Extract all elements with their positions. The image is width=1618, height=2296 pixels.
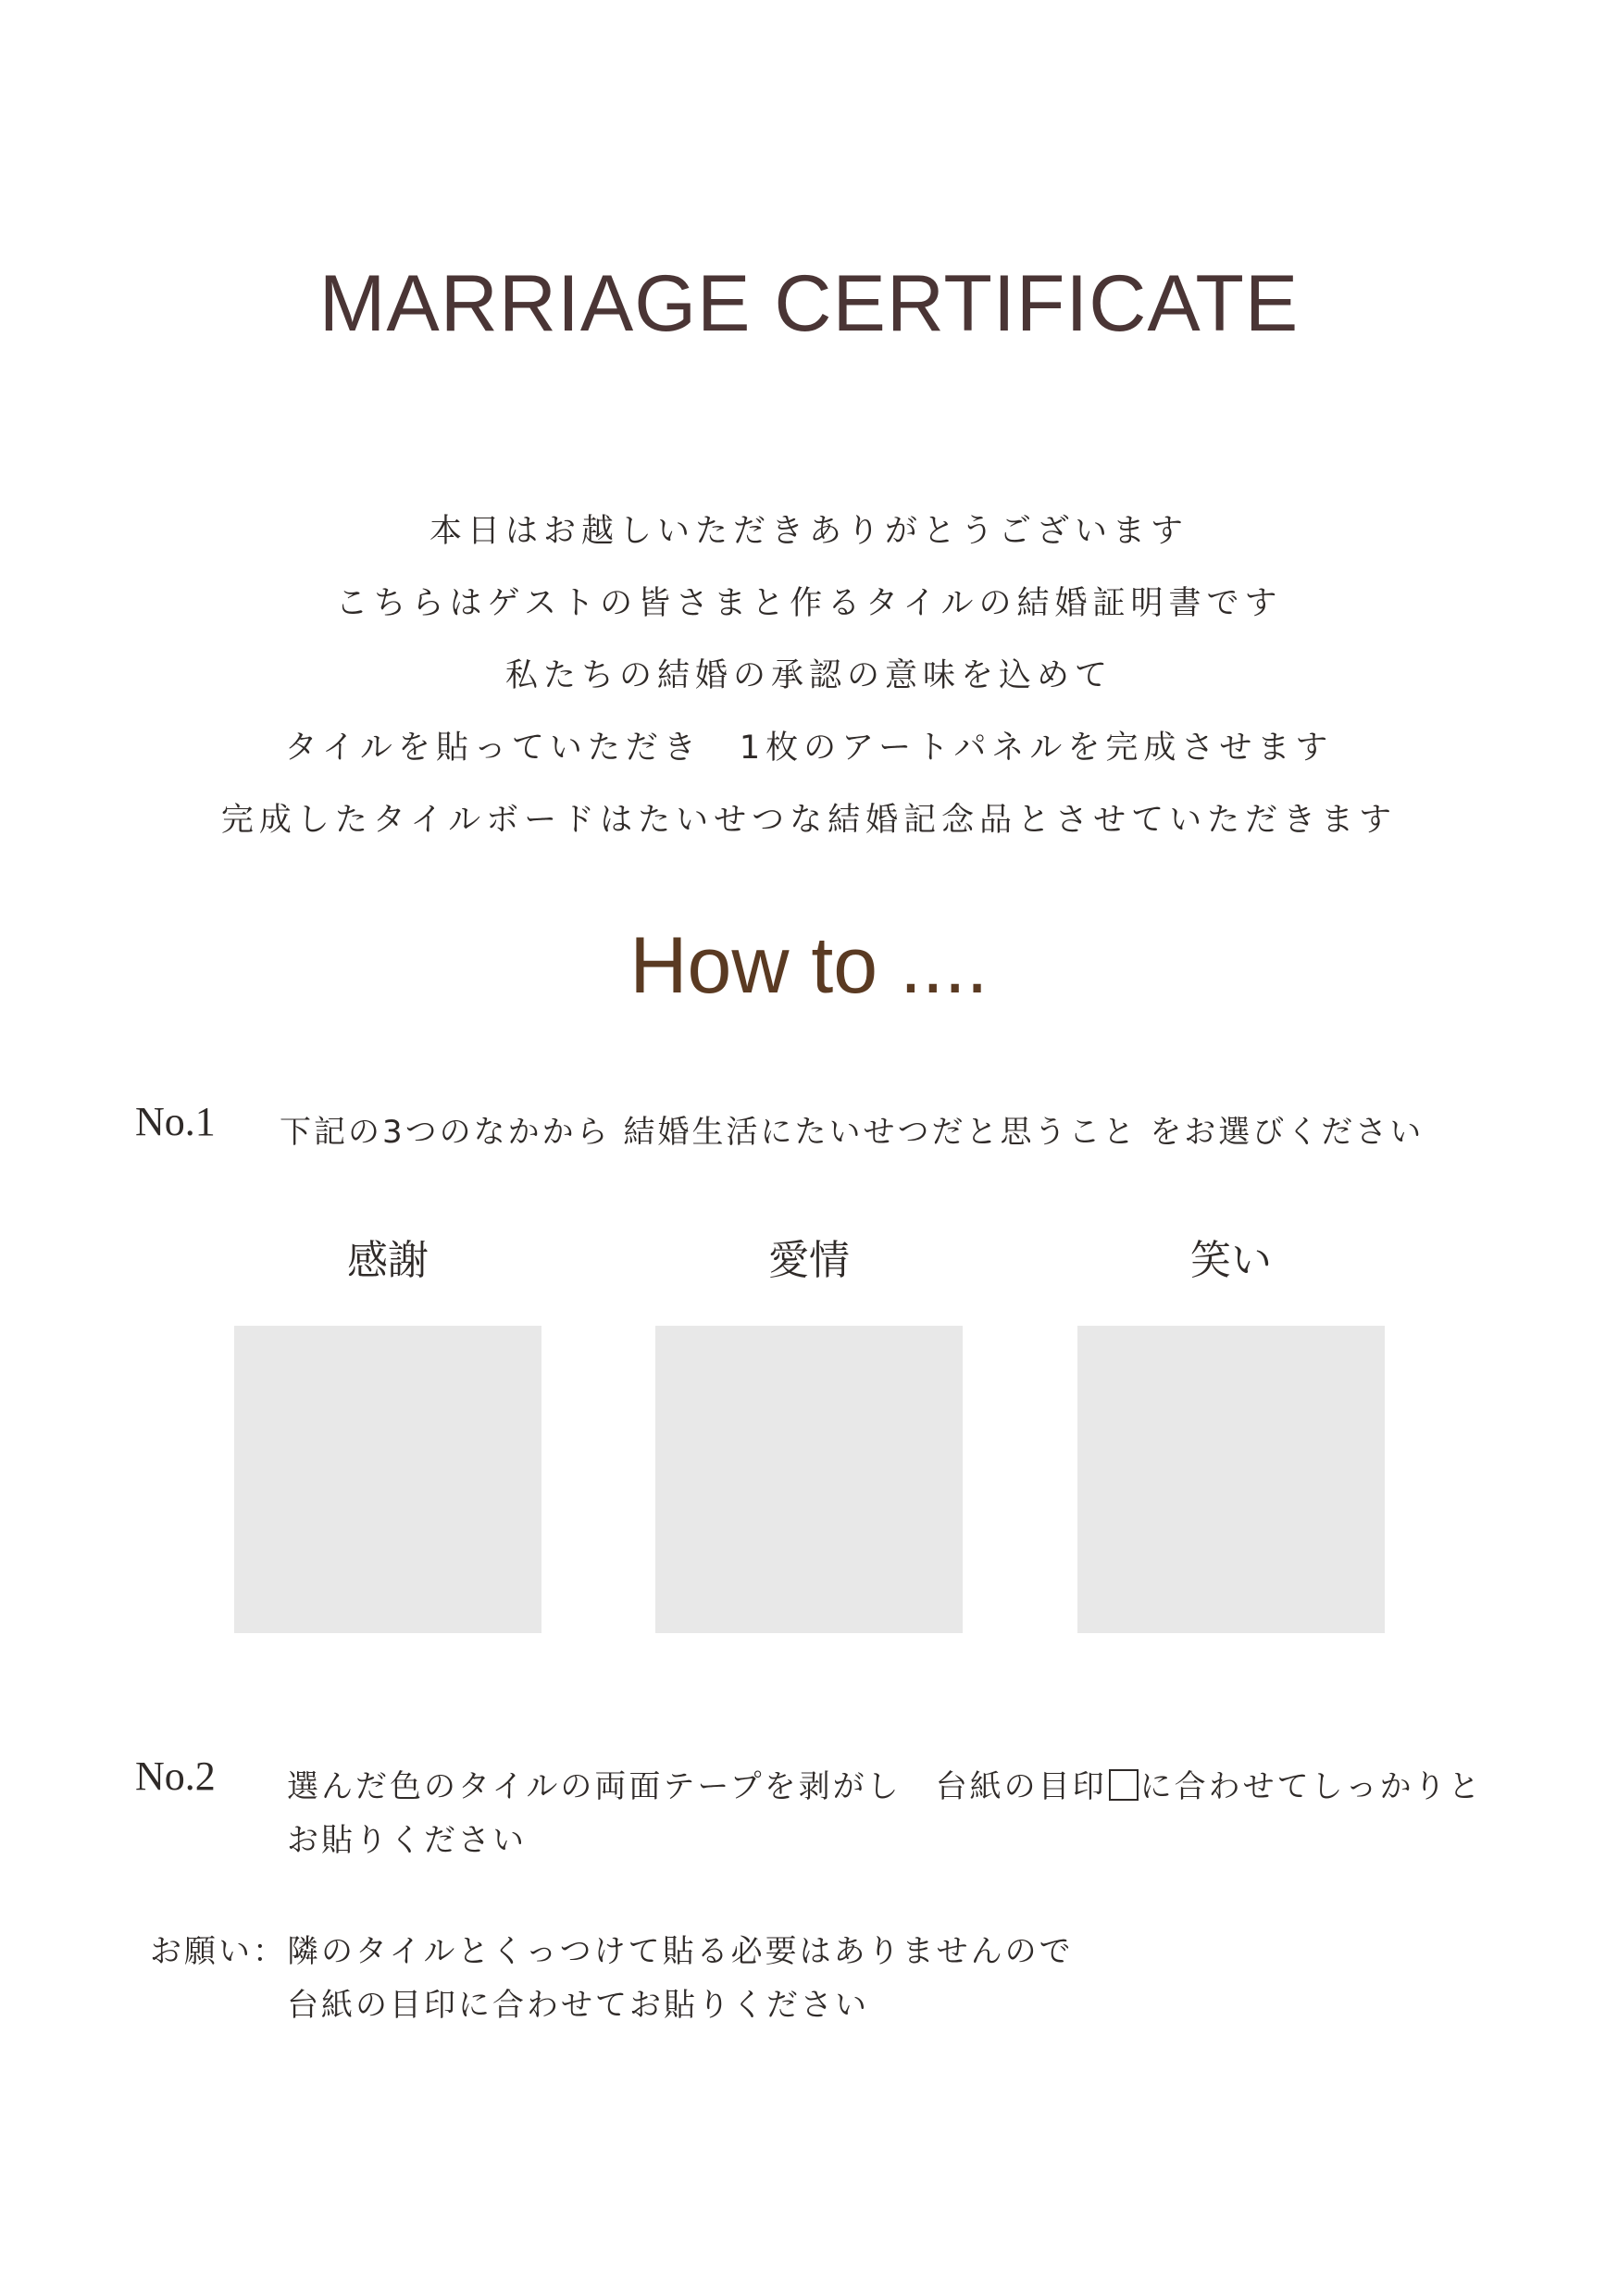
step2-text-part2: に合わせてしっかりと <box>1139 1768 1483 1805</box>
tile-swatch-love <box>655 1326 963 1633</box>
tile-swatch-laughter <box>1077 1326 1385 1633</box>
request-line1: 隣のタイルとくっつけて貼る必要はありませんので <box>287 1933 1074 1970</box>
request-label: お願い： <box>150 1933 287 1970</box>
step2-text-part1: 選んだ色のタイルの両面テープを剥がし 台紙の目印 <box>287 1768 1107 1805</box>
certificate-title: MARRIAGE CERTIFICATE <box>318 259 1300 348</box>
intro-line: 完成したタイルボードはたいせつな結婚記念品とさせていただきます <box>220 802 1398 839</box>
choice-label-gratitude: 感謝 <box>347 1237 429 1284</box>
intro-line: タイルを貼っていただき 1枚のアートパネルを完成させます <box>284 730 1334 767</box>
intro-line: こちらはゲストの皆さまと作るタイルの結婚証明書です <box>335 585 1283 622</box>
step1-number: No.1 <box>135 1099 216 1144</box>
step2-number: No.2 <box>135 1753 216 1799</box>
intro-message <box>0 495 1618 856</box>
choice-label-love: 愛情 <box>768 1237 850 1284</box>
choice-label-laughter: 笑い <box>1190 1237 1272 1284</box>
request-line2: 台紙の目印に合わせてお貼りください <box>287 1987 869 2024</box>
intro-line: 本日はお越しいただきありがとうございます <box>429 513 1189 550</box>
mark-square-icon <box>1109 1769 1139 1801</box>
step2-text-line1 <box>287 1761 1483 1806</box>
tile-swatch-gratitude <box>234 1326 541 1633</box>
intro-line: 私たちの結婚の承認の意味を込めて <box>504 657 1113 694</box>
step1-text: 下記の3つのなかから 結婚生活にたいせつだと思うこと をお選びください <box>280 1114 1425 1151</box>
howto-heading: How to .... <box>629 921 989 1010</box>
step2-text-line2: お貼りください <box>287 1822 527 1859</box>
